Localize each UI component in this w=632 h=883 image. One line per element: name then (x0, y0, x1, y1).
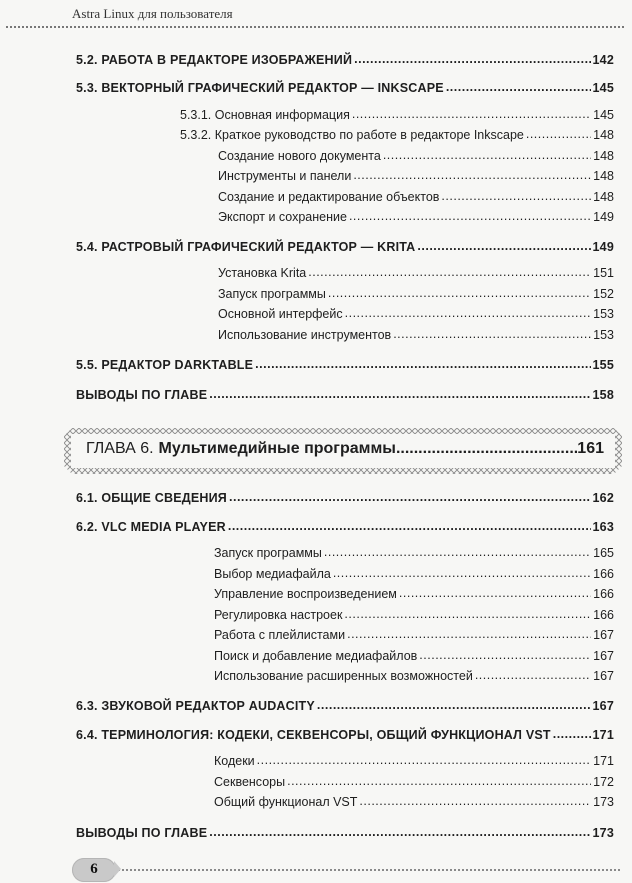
dot-leader (349, 208, 591, 224)
toc-entry-page: 148 (593, 190, 614, 204)
toc-entry-page: 163 (592, 520, 614, 534)
dot-leader (287, 773, 591, 789)
dot-leader (446, 79, 591, 95)
dot-leader (345, 305, 592, 321)
toc-entry-title: Создание и редактирование объектов (218, 190, 440, 204)
toc-entry-using-tools[interactable] (218, 327, 614, 345)
toc-entry-launch[interactable] (218, 286, 614, 304)
top-dotted-rule (6, 26, 624, 28)
toc-entry-6-3[interactable] (76, 698, 614, 716)
dot-leader (324, 544, 591, 560)
toc-entry-title: 6.1. ОБЩИЕ СВЕДЕНИЯ (76, 491, 227, 505)
dot-leader (353, 167, 591, 183)
toc-entry-install-krita[interactable] (218, 265, 614, 283)
toc-entry-title: Поиск и добавление медиафайлов (214, 649, 418, 663)
toc-entry-page: 165 (593, 546, 614, 560)
toc-entry-page: 166 (593, 567, 614, 581)
toc-entry-codecs[interactable] (214, 753, 614, 771)
dot-leader (209, 824, 590, 840)
bottom-dotted-rule (118, 869, 620, 871)
toc-entry-5-2[interactable] (76, 52, 614, 70)
page-number-badge (72, 858, 116, 882)
dot-leader (328, 285, 591, 301)
toc-entry-title: 5.2. РАБОТА В РЕДАКТОРЕ ИЗОБРАЖЕНИЙ (76, 53, 353, 67)
toc-entry-vlc-launch[interactable] (214, 545, 614, 563)
toc-entry-title: 5.3. ВЕКТОРНЫЙ ГРАФИЧЕСКИЙ РЕДАКТОР — INKSCAPE (76, 81, 444, 95)
toc-entry-page: 166 (593, 608, 614, 622)
toc-entry-sequencers[interactable] (214, 774, 614, 792)
toc-entry-page: 172 (593, 775, 614, 789)
toc-entry-title: Основной интерфейс (218, 307, 343, 321)
toc-entry-5-3-1[interactable] (180, 107, 614, 125)
toc-entry-title: Выбор медиафайла (214, 567, 331, 581)
toc-entry-vlc-select-file[interactable] (214, 566, 614, 584)
dot-leader (396, 440, 577, 458)
dot-leader (257, 752, 591, 768)
toc-entry-title: Инструменты и панели (218, 169, 352, 183)
dot-leader (359, 793, 591, 809)
toc-entry-title: 6.2. VLC MEDIA PLAYER (76, 520, 226, 534)
toc-entry-page: 153 (593, 328, 614, 342)
toc-entry-page: 148 (593, 149, 614, 163)
toc-entry-page: 167 (593, 669, 614, 683)
toc-entry-new-document[interactable] (218, 148, 614, 166)
toc-entry-page: 167 (593, 649, 614, 663)
dot-leader (399, 585, 591, 601)
dot-leader (209, 386, 590, 402)
toc-entry-conclusions-6[interactable] (76, 825, 614, 843)
toc-entry-objects[interactable] (218, 189, 614, 207)
dot-leader (393, 326, 591, 342)
toc-entry-page: 173 (592, 826, 614, 840)
dot-leader (228, 518, 591, 534)
chapter-page: 161 (577, 440, 604, 457)
toc-entry-title: 6.4. ТЕРМИНОЛОГИЯ: КОДЕКИ, СЕКВЕНСОРЫ, ОБЩИЙ ФУНКЦИОНАЛ VST (76, 728, 551, 742)
toc-entry-5-5[interactable] (76, 357, 614, 375)
toc-entry-title: 5.4. РАСТРОВЫЙ ГРАФИЧЕСКИЙ РЕДАКТОР — KRITA (76, 240, 416, 254)
toc-entry-page: 152 (593, 287, 614, 301)
dot-leader (417, 238, 590, 254)
toc-entry-title: 5.5. РЕДАКТОР DARKTABLE (76, 358, 254, 372)
toc-entry-page: 173 (593, 795, 614, 809)
toc-entry-6-4[interactable] (76, 727, 614, 745)
toc-entry-title: Секвенсоры (214, 775, 286, 789)
toc-entry-page: 148 (593, 128, 614, 142)
dot-leader (347, 626, 591, 642)
toc-entry-title: Кодеки (214, 754, 255, 768)
toc-entry-page: 162 (592, 491, 614, 505)
toc-entry-title: Использование инструментов (218, 328, 392, 342)
toc-entry-6-1[interactable] (76, 490, 614, 508)
badge-arrow-icon (114, 861, 121, 877)
toc-entry-tools-panels[interactable] (218, 168, 614, 186)
dot-leader (553, 726, 591, 742)
toc-entry-page: 158 (592, 388, 614, 402)
toc-entry-title: Управление воспроизведением (214, 587, 397, 601)
dot-leader (475, 667, 591, 683)
toc-entry-page: 167 (592, 699, 614, 713)
toc-entry-conclusions-5[interactable] (76, 387, 614, 405)
toc-entry-title: ВЫВОДЫ ПО ГЛАВЕ (76, 388, 208, 402)
chapter-number: ГЛАВА 6. (86, 440, 154, 457)
toc-entry-title: Запуск программы (218, 287, 326, 301)
toc-entry-5-4[interactable] (76, 239, 614, 257)
chapter-6-heading[interactable] (64, 428, 622, 474)
running-head: Astra Linux для пользователя (72, 6, 233, 21)
toc-entry-vlc-settings[interactable] (214, 607, 614, 625)
toc-entry-title: 6.3. ЗВУКОВОЙ РЕДАКТОР AUDACITY (76, 699, 315, 713)
chapter-title-line (86, 440, 604, 458)
dot-leader (441, 188, 591, 204)
dot-leader (255, 356, 590, 372)
toc-entry-interface[interactable] (218, 306, 614, 324)
dot-leader (419, 647, 591, 663)
toc-entry-page: 171 (592, 728, 614, 742)
toc-entry-title: Создание нового документа (218, 149, 381, 163)
toc-entry-title: Общий функционал VST (214, 795, 358, 809)
dot-leader (308, 264, 591, 280)
dot-leader (526, 126, 591, 142)
toc-entry-page: 166 (593, 587, 614, 601)
toc-entry-vlc-playback[interactable] (214, 586, 614, 604)
toc-entry-page: 142 (592, 53, 614, 67)
chapter-title: Мультимедийные программы (158, 440, 396, 457)
toc-entry-vlc-search-add[interactable] (214, 648, 614, 666)
toc-entry-page: 167 (593, 628, 614, 642)
toc-entry-page: 145 (593, 108, 614, 122)
toc-entry-5-3-2[interactable] (180, 127, 614, 145)
toc-entry-title: Работа с плейлистами (214, 628, 346, 642)
dot-leader (229, 489, 591, 505)
dot-leader (352, 106, 591, 122)
dot-leader (354, 51, 590, 67)
toc-entry-page: 149 (593, 210, 614, 224)
dot-leader (333, 565, 591, 581)
toc-entry-title: 5.3.2. Краткое руководство по работе в редакторе Inkscape (180, 128, 524, 142)
toc-entry-title: 5.3.1. Основная информация (180, 108, 350, 122)
toc-entry-vst[interactable] (214, 794, 614, 812)
dot-leader (383, 147, 591, 163)
page-number: 6 (90, 861, 98, 877)
toc-entry-6-2[interactable] (76, 519, 614, 537)
toc-entry-title: ВЫВОДЫ ПО ГЛАВЕ (76, 826, 208, 840)
dot-leader (317, 697, 591, 713)
toc-entry-page: 149 (592, 240, 614, 254)
toc-entry-vlc-playlists[interactable] (214, 627, 614, 645)
toc-entry-page: 153 (593, 307, 614, 321)
toc-entry-page: 151 (593, 266, 614, 280)
toc-entry-title: Регулировка настроек (214, 608, 343, 622)
toc-entry-5-3[interactable] (76, 80, 614, 98)
toc-entry-page: 148 (593, 169, 614, 183)
toc-entry-title: Использование расширенных возможностей (214, 669, 473, 683)
toc-entry-page: 145 (592, 81, 614, 95)
toc-entry-export[interactable] (218, 209, 614, 227)
dot-leader (344, 606, 591, 622)
toc-entry-title: Установка Krita (218, 266, 307, 280)
toc-entry-page: 155 (592, 358, 614, 372)
toc-entry-vlc-advanced[interactable] (214, 668, 614, 686)
toc-entry-title: Запуск программы (214, 546, 322, 560)
toc-entry-page: 171 (593, 754, 614, 768)
toc-entry-title: Экспорт и сохранение (218, 210, 347, 224)
